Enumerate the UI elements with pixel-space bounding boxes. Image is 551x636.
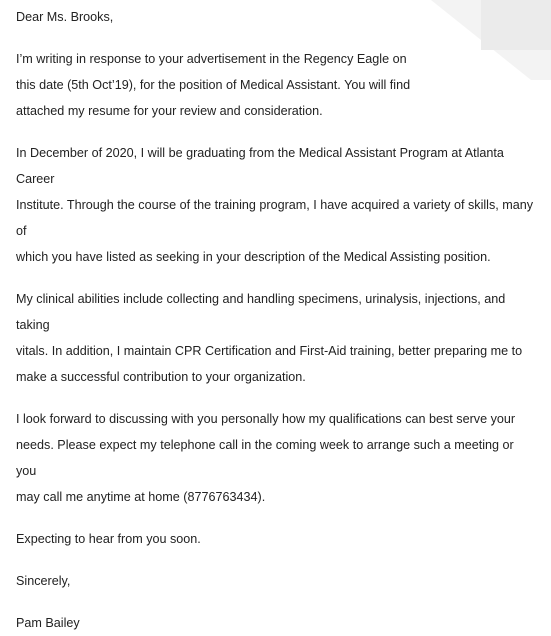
signoff: Sincerely, — [16, 574, 71, 588]
paragraph-follow-up: I look forward to discussing with you personally how my qualifications can best serve your needs. Please expect my telephone call in the coming week to arrange such a meeting or you may call me anytime at home (8776763434). — [16, 412, 516, 504]
paragraph-education: In December of 2020, I will be graduating from the Medical Assistant Program at Atlanta Career Institute. Through the course of the training program, I have acquired a variety of skills, many of which you have listed as seeking in your description of the Medical Assisting position. — [16, 146, 534, 264]
letter-body — [16, 0, 536, 636]
paragraph-intro: I’m writing in response to your advertisement in the Regency Eagle on this date (5th Oct’19), for the position of Medical Assistant. You will find attached my resume for your review and consideration. — [16, 52, 411, 118]
closing-line: Expecting to hear from you soon. — [16, 532, 201, 546]
signature-name: Pam Bailey — [16, 616, 80, 630]
paragraph-clinical-skills: My clinical abilities include collecting and handling specimens, urinalysis, injections, and taking vitals. In addition, I maintain CPR Certification and First-Aid training, better preparing me to make a successful contribution to your organization. — [16, 292, 523, 384]
salutation: Dear Ms. Brooks, — [16, 10, 114, 24]
